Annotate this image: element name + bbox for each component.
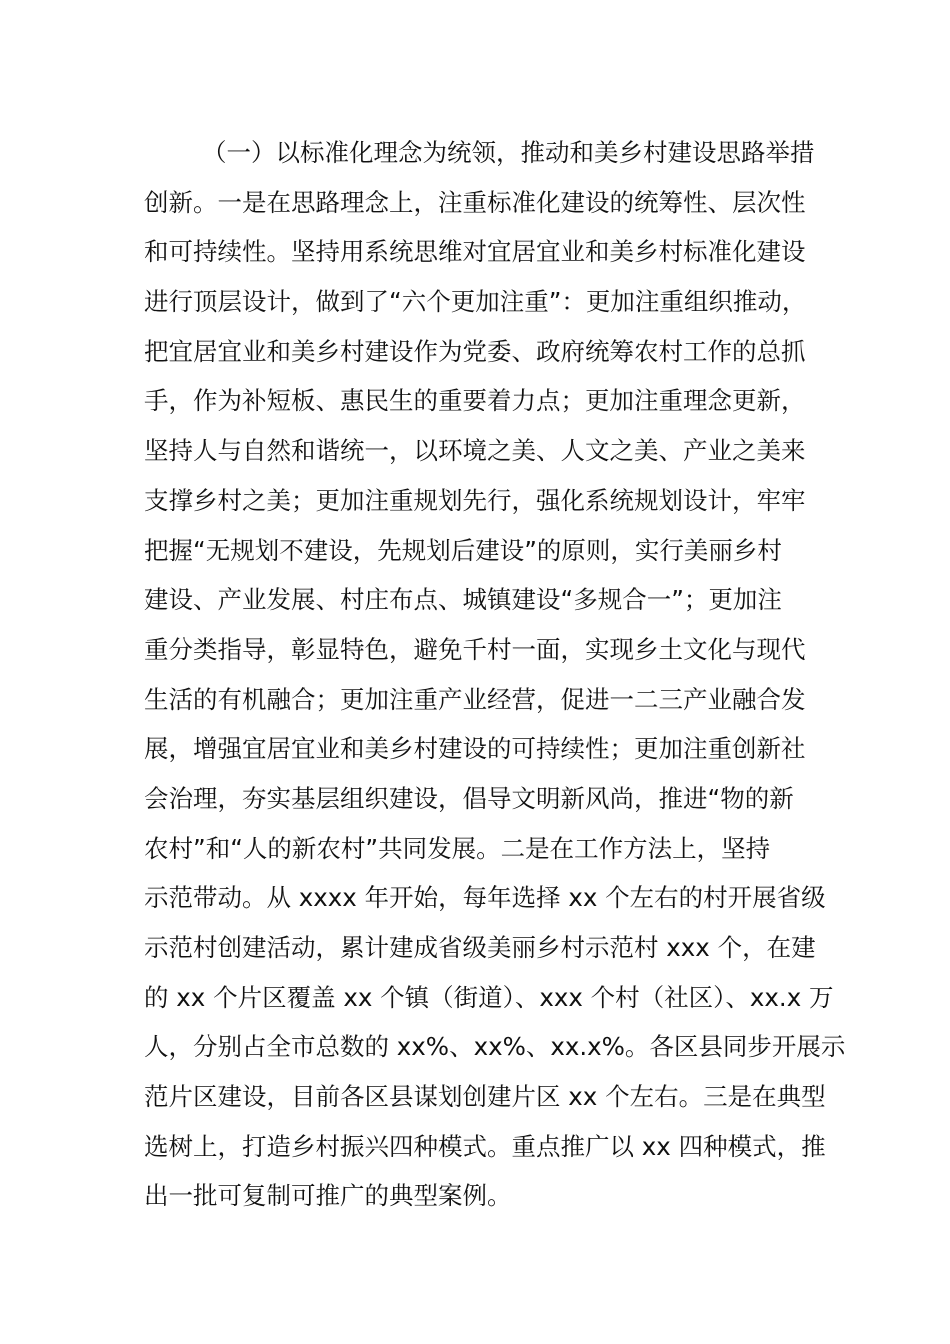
- text-line: 创新。一是在思路理念上，注重标准化建设的统筹性、层次性: [144, 187, 806, 217]
- text-line: 重分类指导，彰显特色，避免千村一面，实现乡土文化与现代: [144, 634, 806, 664]
- text-line: 坚持人与自然和谐统一，以环境之美、人文之美、产业之美来: [144, 436, 806, 466]
- text-line: 建设、产业发展、村庄布点、城镇建设“多规合一”；更加注: [144, 585, 782, 615]
- text-line: 把握“无规划不建设，先规划后建设”的原则，实行美丽乡村: [144, 535, 782, 565]
- text-line: （一）以标准化理念为统领，推动和美乡村建设思路举措: [202, 138, 815, 167]
- text-line: 和可持续性。坚持用系统思维对宜居宜业和美乡村标准化建设: [144, 237, 806, 267]
- text-line: 示范带动。从 xxxx 年开始，每年选择 xx 个左右的村开展省级: [144, 883, 826, 913]
- text-line: 手，作为补短板、惠民生的重要着力点；更加注重理念更新，: [144, 386, 806, 416]
- text-line: 的 xx 个片区覆盖 xx 个镇（街道）、xxx 个村（社区）、xx.x 万: [144, 982, 834, 1012]
- body-paragraph: [144, 128, 846, 1221]
- text-line: 农村”和“人的新农村”共同发展。二是在工作方法上，坚持: [144, 833, 771, 863]
- text-line: 支撑乡村之美；更加注重规划先行，强化系统规划设计，牢牢: [144, 485, 806, 515]
- text-line: 把宜居宜业和美乡村建设作为党委、政府统筹农村工作的总抓: [144, 336, 806, 366]
- text-line: 进行顶层设计，做到了“六个更加注重”：更加注重组织推动，: [144, 287, 807, 317]
- text-line: 展，增强宜居宜业和美乡村建设的可持续性；更加注重创新社: [144, 734, 806, 764]
- text-line: 范片区建设，目前各区县谋划创建片区 xx 个左右。三是在典型: [144, 1082, 826, 1112]
- text-line: 选树上，打造乡村振兴四种模式。重点推广以 xx 四种模式，推: [144, 1131, 826, 1161]
- text-line: 生活的有机融合；更加注重产业经营，促进一二三产业融合发: [144, 684, 806, 714]
- text-line: 示范村创建活动，累计建成省级美丽乡村示范村 xxx 个，在建: [144, 933, 816, 962]
- text-line: 会治理，夯实基层组织建设，倡导文明新风尚，推进“物的新: [144, 783, 794, 813]
- text-line: 人，分别占全市总数的 xx%、xx%、xx.x%。各区县同步开展示: [144, 1032, 846, 1062]
- text-line: 出一批可复制可推广的典型案例。: [144, 1181, 512, 1211]
